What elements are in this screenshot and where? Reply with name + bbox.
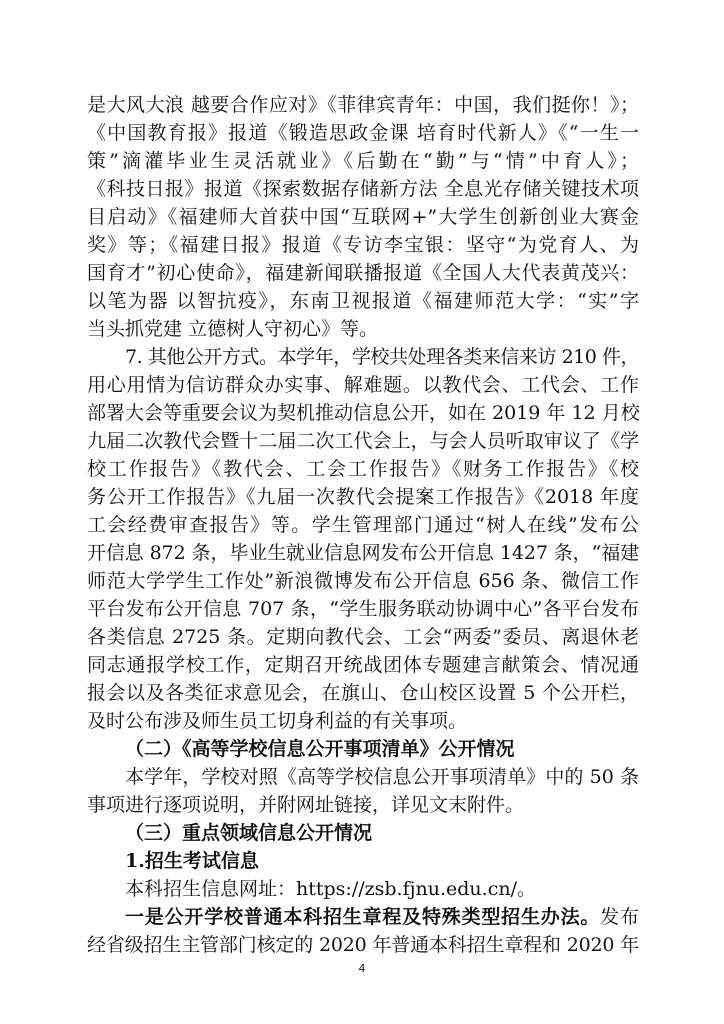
section-heading: （二）《高等学校信息公开事项清单》公开情况 <box>125 738 515 760</box>
text-line: 用心用情为信访群众办实事、解难题。以教代会、工代会、工作 <box>87 374 639 396</box>
bold-lead: 一是公开学校普通本科招生章程及特殊类型招生办法。 <box>125 906 601 928</box>
text-line: 工会经费审查报告》等。学生管理部门通过“树人在线”发布公 <box>87 514 639 536</box>
subsection-heading: 1.招生考试信息 <box>125 850 259 872</box>
url-line: 本科招生信息网址：https://zsb.fjnu.edu.cn/。 <box>125 878 536 900</box>
text-line: 九届二次教代会暨十二届二次工代会上，与会人员听取审议了《学 <box>87 430 639 452</box>
text-line: 经省级招生主管部门核定的 2020 年普通本科招生章程和 2020 年 <box>87 934 639 956</box>
text-line: 目启动》《福建师大首获中国“互联网+”大学生创新创业大赛金 <box>87 206 639 228</box>
page-number: 4 <box>358 962 366 975</box>
text-line: 各类信息 2725 条。定期向教代会、工会“两委”委员、离退休老 <box>87 626 639 648</box>
paragraph-start: 7. 其他公开方式。本学年，学校共处理各类来信来访 210 件， <box>125 346 639 368</box>
text-line: 《科技日报》报道《探索数据存储新方法 全息光存储关键技术项 <box>87 178 639 200</box>
text-line: 校工作报告》《教代会、工会工作报告》《财务工作报告》《校 <box>87 458 639 480</box>
text-line: 事项进行逐项说明，并附网址链接，详见文末附件。 <box>87 794 525 816</box>
text-line: 策”滴灌毕业生灵活就业》《后勤在“勤”与“情”中育人》； <box>87 150 639 172</box>
text-line: 同志通报学校工作，定期召开统战团体专题建言献策会、情况通 <box>87 654 639 676</box>
text-line: 开信息 872 条，毕业生就业信息网发布公开信息 1427 条，“福建 <box>87 542 639 564</box>
text-line: 师范大学学生工作处”新浪微博发布公开信息 656 条、微信工作 <box>87 570 639 592</box>
text-line: 及时公布涉及师生员工切身利益的有关事项。 <box>87 710 468 732</box>
text-line: 当头抓党建 立德树人守初心》等。 <box>87 318 379 340</box>
text-line: 奖》等；《福建日报》报道《专访李宝银：坚守“为党育人、为 <box>87 234 639 256</box>
text-line: 部署大会等重要会议为契机推动信息公开，如在 2019 年 12 月校 <box>87 402 640 424</box>
text-line: 务公开工作报告》《九届一次教代会提案工作报告》《2018 年度 <box>87 486 639 508</box>
paragraph-start: 本学年，学校对照《高等学校信息公开事项清单》中的 50 条 <box>125 766 639 788</box>
paragraph-start <box>125 902 639 932</box>
text-line: 国育才”初心使命》，福建新闻联播报道《全国人大代表黄茂兴： <box>87 262 639 284</box>
text-line: 以笔为器 以智抗疫》，东南卫视报道《福建师范大学：“实”字 <box>87 290 639 312</box>
text-line: 是大风大浪 越要合作应对》《菲律宾青年：中国，我们挺你！》； <box>87 94 639 116</box>
text-line: 平台发布公开信息 707 条，“学生服务联动协调中心”各平台发布 <box>87 598 639 620</box>
text-line: 《中国教育报》报道《锻造思政金课 培育时代新人》《“一生一 <box>87 122 639 144</box>
text-run: 发布 <box>600 906 639 928</box>
text-line: 报会以及各类征求意见会，在旗山、仓山校区设置 5 个公开栏， <box>87 682 639 704</box>
section-heading: （三）重点领域信息公开情况 <box>125 822 373 844</box>
